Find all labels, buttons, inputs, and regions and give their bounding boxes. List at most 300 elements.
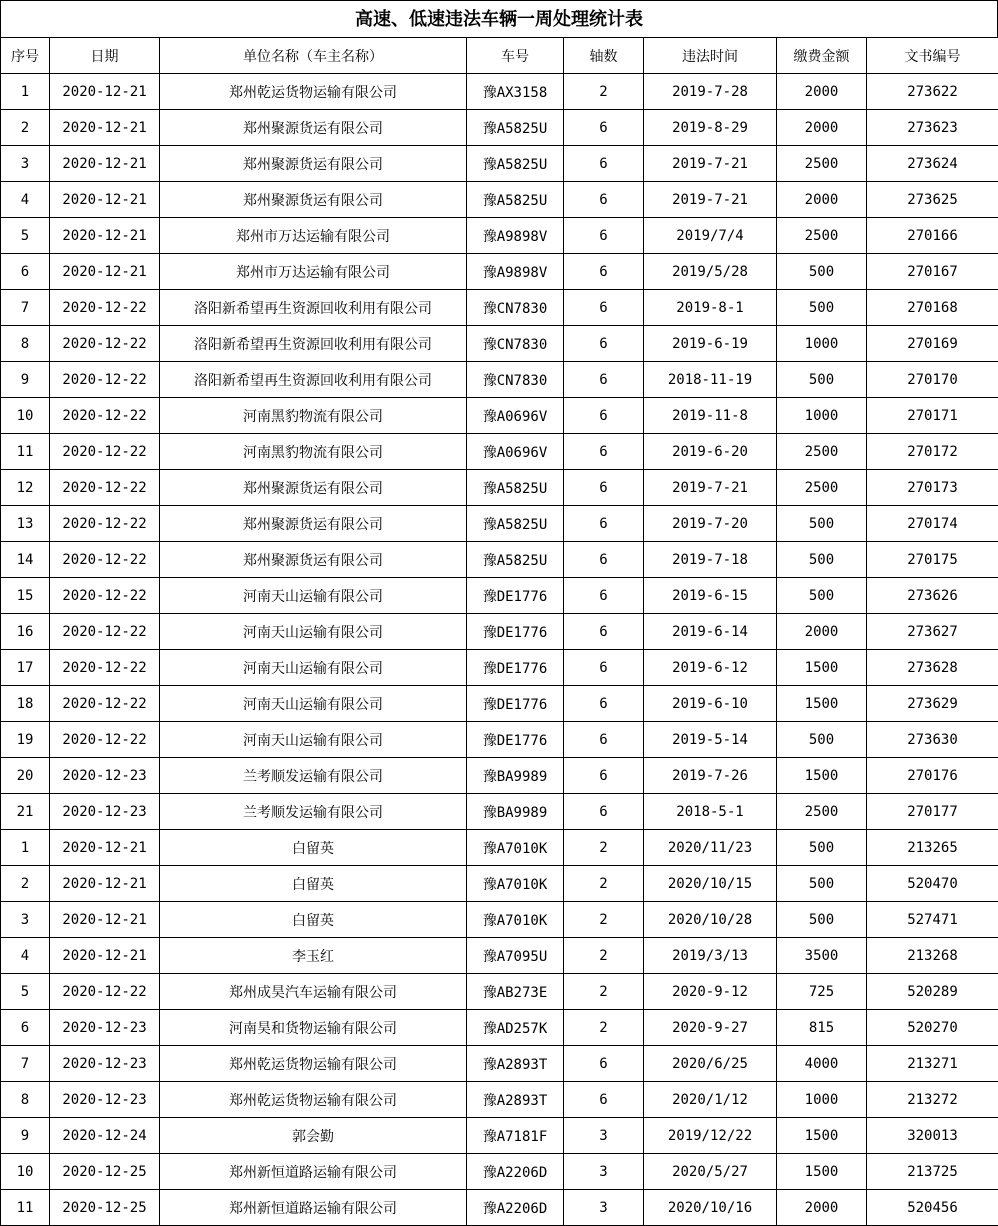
cell-index: 8 (1, 1082, 50, 1118)
cell-plate: 豫DE1776 (467, 614, 564, 650)
cell-date: 2020-12-21 (50, 218, 160, 254)
cell-amount: 500 (777, 866, 867, 902)
cell-amount: 2500 (777, 146, 867, 182)
cell-company: 李玉红 (160, 938, 467, 974)
cell-plate: 豫A5825U (467, 470, 564, 506)
cell-violation-time: 2019-6-15 (644, 578, 777, 614)
cell-date: 2020-12-25 (50, 1190, 160, 1226)
cell-amount: 2500 (777, 218, 867, 254)
cell-axles: 6 (564, 722, 644, 758)
cell-plate: 豫AX3158 (467, 74, 564, 110)
header-amount: 缴费金额 (777, 38, 867, 74)
cell-date: 2020-12-22 (50, 686, 160, 722)
cell-date: 2020-12-22 (50, 974, 160, 1010)
cell-plate: 豫A5825U (467, 506, 564, 542)
cell-index: 16 (1, 614, 50, 650)
cell-axles: 6 (564, 650, 644, 686)
cell-index: 13 (1, 506, 50, 542)
cell-plate: 豫BA9989 (467, 758, 564, 794)
cell-amount: 2000 (777, 614, 867, 650)
cell-doc-number: 520470 (867, 866, 998, 902)
cell-date: 2020-12-22 (50, 578, 160, 614)
cell-amount: 725 (777, 974, 867, 1010)
header-doc-number: 文书编号 (867, 38, 998, 74)
cell-violation-time: 2019-7-21 (644, 182, 777, 218)
cell-amount: 1500 (777, 1118, 867, 1154)
cell-plate: 豫DE1776 (467, 686, 564, 722)
cell-plate: 豫A5825U (467, 182, 564, 218)
cell-date: 2020-12-22 (50, 470, 160, 506)
cell-index: 5 (1, 974, 50, 1010)
cell-index: 7 (1, 290, 50, 326)
cell-axles: 6 (564, 578, 644, 614)
cell-violation-time: 2019-6-20 (644, 434, 777, 470)
cell-axles: 6 (564, 146, 644, 182)
cell-company: 河南黑豹物流有限公司 (160, 398, 467, 434)
cell-company: 郑州聚源货运有限公司 (160, 470, 467, 506)
cell-doc-number: 213272 (867, 1082, 998, 1118)
cell-amount: 2000 (777, 74, 867, 110)
cell-company: 白留英 (160, 902, 467, 938)
cell-violation-time: 2019-7-21 (644, 146, 777, 182)
cell-violation-time: 2020/10/16 (644, 1190, 777, 1226)
cell-date: 2020-12-22 (50, 650, 160, 686)
cell-axles: 6 (564, 398, 644, 434)
cell-plate: 豫A5825U (467, 542, 564, 578)
cell-date: 2020-12-21 (50, 254, 160, 290)
table-row (1, 434, 998, 470)
cell-company: 河南昊和货物运输有限公司 (160, 1010, 467, 1046)
cell-company: 郑州成昊汽车运输有限公司 (160, 974, 467, 1010)
cell-amount: 2500 (777, 470, 867, 506)
cell-date: 2020-12-22 (50, 614, 160, 650)
cell-amount: 2000 (777, 1190, 867, 1226)
cell-index: 10 (1, 398, 50, 434)
cell-doc-number: 213725 (867, 1154, 998, 1190)
cell-date: 2020-12-24 (50, 1118, 160, 1154)
cell-axles: 6 (564, 614, 644, 650)
cell-company: 河南黑豹物流有限公司 (160, 434, 467, 470)
cell-date: 2020-12-22 (50, 542, 160, 578)
table-row (1, 326, 998, 362)
cell-plate: 豫A2893T (467, 1046, 564, 1082)
cell-amount: 500 (777, 902, 867, 938)
cell-plate: 豫CN7830 (467, 362, 564, 398)
cell-plate: 豫A7010K (467, 830, 564, 866)
table-row (1, 1010, 998, 1046)
cell-company: 郑州市万达运输有限公司 (160, 218, 467, 254)
cell-index: 11 (1, 1190, 50, 1226)
cell-date: 2020-12-21 (50, 146, 160, 182)
cell-axles: 2 (564, 938, 644, 974)
cell-axles: 6 (564, 362, 644, 398)
cell-doc-number: 273625 (867, 182, 998, 218)
header-violation-time: 违法时间 (644, 38, 777, 74)
cell-doc-number: 213265 (867, 830, 998, 866)
cell-date: 2020-12-22 (50, 326, 160, 362)
cell-axles: 6 (564, 110, 644, 146)
cell-violation-time: 2020/11/23 (644, 830, 777, 866)
table-row (1, 470, 998, 506)
cell-index: 9 (1, 362, 50, 398)
cell-amount: 2500 (777, 434, 867, 470)
cell-company: 郑州聚源货运有限公司 (160, 146, 467, 182)
cell-axles: 6 (564, 182, 644, 218)
cell-axles: 6 (564, 506, 644, 542)
cell-amount: 500 (777, 362, 867, 398)
cell-index: 6 (1, 254, 50, 290)
cell-company: 河南天山运输有限公司 (160, 650, 467, 686)
cell-axles: 6 (564, 542, 644, 578)
cell-amount: 2500 (777, 794, 867, 830)
cell-company: 郑州乾运货物运输有限公司 (160, 1082, 467, 1118)
cell-company: 河南天山运输有限公司 (160, 722, 467, 758)
table-row (1, 1046, 998, 1082)
cell-index: 1 (1, 830, 50, 866)
table-row (1, 1154, 998, 1190)
cell-date: 2020-12-21 (50, 938, 160, 974)
cell-axles: 6 (564, 1046, 644, 1082)
cell-doc-number: 273628 (867, 650, 998, 686)
cell-violation-time: 2020/1/12 (644, 1082, 777, 1118)
cell-date: 2020-12-21 (50, 182, 160, 218)
cell-violation-time: 2020/6/25 (644, 1046, 777, 1082)
cell-plate: 豫A7010K (467, 902, 564, 938)
cell-plate: 豫A9898V (467, 254, 564, 290)
cell-index: 18 (1, 686, 50, 722)
cell-doc-number: 273624 (867, 146, 998, 182)
cell-index: 6 (1, 1010, 50, 1046)
cell-doc-number: 320013 (867, 1118, 998, 1154)
cell-company: 郑州新恒道路运输有限公司 (160, 1190, 467, 1226)
cell-company: 白留英 (160, 830, 467, 866)
cell-axles: 2 (564, 74, 644, 110)
cell-axles: 2 (564, 974, 644, 1010)
table-row (1, 902, 998, 938)
cell-amount: 2000 (777, 110, 867, 146)
cell-violation-time: 2018-11-19 (644, 362, 777, 398)
cell-violation-time: 2020/10/15 (644, 866, 777, 902)
cell-date: 2020-12-21 (50, 830, 160, 866)
cell-axles: 6 (564, 470, 644, 506)
cell-date: 2020-12-22 (50, 434, 160, 470)
cell-company: 洛阳新希望再生资源回收利用有限公司 (160, 362, 467, 398)
cell-doc-number: 270171 (867, 398, 998, 434)
cell-amount: 500 (777, 506, 867, 542)
cell-plate: 豫A2206D (467, 1154, 564, 1190)
table-row (1, 542, 998, 578)
cell-index: 12 (1, 470, 50, 506)
cell-date: 2020-12-22 (50, 506, 160, 542)
cell-violation-time: 2019/7/4 (644, 218, 777, 254)
cell-violation-time: 2019-7-21 (644, 470, 777, 506)
cell-amount: 1500 (777, 758, 867, 794)
cell-axles: 3 (564, 1118, 644, 1154)
cell-amount: 500 (777, 578, 867, 614)
header-company: 单位名称（车主名称） (160, 38, 467, 74)
cell-doc-number: 270167 (867, 254, 998, 290)
cell-amount: 500 (777, 830, 867, 866)
cell-date: 2020-12-21 (50, 866, 160, 902)
table-row (1, 866, 998, 902)
cell-plate: 豫A5825U (467, 146, 564, 182)
cell-axles: 3 (564, 1154, 644, 1190)
cell-company: 河南天山运输有限公司 (160, 686, 467, 722)
cell-index: 5 (1, 218, 50, 254)
cell-axles: 6 (564, 326, 644, 362)
cell-date: 2020-12-22 (50, 362, 160, 398)
cell-plate: 豫A2206D (467, 1190, 564, 1226)
cell-doc-number: 273629 (867, 686, 998, 722)
cell-axles: 6 (564, 686, 644, 722)
cell-axles: 3 (564, 1190, 644, 1226)
cell-doc-number: 270174 (867, 506, 998, 542)
cell-axles: 2 (564, 1010, 644, 1046)
cell-index: 20 (1, 758, 50, 794)
cell-date: 2020-12-21 (50, 74, 160, 110)
cell-plate: 豫A0696V (467, 398, 564, 434)
table-row (1, 362, 998, 398)
cell-doc-number: 270177 (867, 794, 998, 830)
cell-plate: 豫CN7830 (467, 290, 564, 326)
cell-index: 3 (1, 902, 50, 938)
cell-amount: 2000 (777, 182, 867, 218)
cell-date: 2020-12-23 (50, 1010, 160, 1046)
cell-company: 河南天山运输有限公司 (160, 578, 467, 614)
cell-date: 2020-12-22 (50, 290, 160, 326)
cell-company: 洛阳新希望再生资源回收利用有限公司 (160, 326, 467, 362)
cell-violation-time: 2019-7-28 (644, 74, 777, 110)
cell-company: 郑州聚源货运有限公司 (160, 110, 467, 146)
cell-violation-time: 2020-9-27 (644, 1010, 777, 1046)
cell-index: 1 (1, 74, 50, 110)
cell-doc-number: 273627 (867, 614, 998, 650)
table-row (1, 578, 998, 614)
cell-index: 17 (1, 650, 50, 686)
cell-company: 白留英 (160, 866, 467, 902)
cell-amount: 1500 (777, 686, 867, 722)
cell-doc-number: 270173 (867, 470, 998, 506)
cell-violation-time: 2019-7-26 (644, 758, 777, 794)
cell-plate: 豫A0696V (467, 434, 564, 470)
cell-company: 郑州聚源货运有限公司 (160, 182, 467, 218)
cell-violation-time: 2019-6-19 (644, 326, 777, 362)
cell-plate: 豫A5825U (467, 110, 564, 146)
cell-doc-number: 270175 (867, 542, 998, 578)
cell-date: 2020-12-22 (50, 722, 160, 758)
cell-violation-time: 2019-8-29 (644, 110, 777, 146)
table-row (1, 794, 998, 830)
cell-doc-number: 270169 (867, 326, 998, 362)
cell-violation-time: 2019-6-14 (644, 614, 777, 650)
cell-company: 郭会勤 (160, 1118, 467, 1154)
cell-amount: 500 (777, 542, 867, 578)
table-row (1, 1082, 998, 1118)
cell-index: 4 (1, 938, 50, 974)
cell-doc-number: 273630 (867, 722, 998, 758)
header-plate: 车号 (467, 38, 564, 74)
header-date: 日期 (50, 38, 160, 74)
cell-plate: 豫A2893T (467, 1082, 564, 1118)
cell-axles: 6 (564, 218, 644, 254)
header-row (1, 38, 998, 74)
cell-violation-time: 2019/12/22 (644, 1118, 777, 1154)
cell-plate: 豫DE1776 (467, 650, 564, 686)
header-index: 序号 (1, 38, 50, 74)
cell-plate: 豫DE1776 (467, 722, 564, 758)
sheet-title: 高速、低速违法车辆一周处理统计表 (0, 0, 998, 37)
cell-doc-number: 270176 (867, 758, 998, 794)
cell-violation-time: 2020-9-12 (644, 974, 777, 1010)
table-row (1, 146, 998, 182)
cell-violation-time: 2019-5-14 (644, 722, 777, 758)
cell-axles: 6 (564, 1082, 644, 1118)
cell-plate: 豫DE1776 (467, 578, 564, 614)
cell-index: 10 (1, 1154, 50, 1190)
cell-index: 2 (1, 866, 50, 902)
cell-doc-number: 273626 (867, 578, 998, 614)
cell-doc-number: 520270 (867, 1010, 998, 1046)
cell-amount: 500 (777, 254, 867, 290)
cell-doc-number: 527471 (867, 902, 998, 938)
table-row (1, 650, 998, 686)
cell-index: 19 (1, 722, 50, 758)
cell-violation-time: 2019/5/28 (644, 254, 777, 290)
cell-index: 7 (1, 1046, 50, 1082)
cell-axles: 2 (564, 830, 644, 866)
cell-violation-time: 2019-11-8 (644, 398, 777, 434)
cell-plate: 豫CN7830 (467, 326, 564, 362)
table-row (1, 110, 998, 146)
cell-index: 2 (1, 110, 50, 146)
cell-plate: 豫BA9989 (467, 794, 564, 830)
cell-doc-number: 213268 (867, 938, 998, 974)
cell-date: 2020-12-22 (50, 398, 160, 434)
cell-company: 郑州聚源货运有限公司 (160, 506, 467, 542)
cell-violation-time: 2019-6-12 (644, 650, 777, 686)
cell-index: 4 (1, 182, 50, 218)
table-row (1, 218, 998, 254)
cell-axles: 2 (564, 866, 644, 902)
table-row (1, 614, 998, 650)
table-row (1, 254, 998, 290)
cell-index: 21 (1, 794, 50, 830)
table-row (1, 398, 998, 434)
cell-date: 2020-12-23 (50, 758, 160, 794)
cell-axles: 6 (564, 794, 644, 830)
cell-violation-time: 2018-5-1 (644, 794, 777, 830)
cell-doc-number: 270172 (867, 434, 998, 470)
cell-violation-time: 2019-8-1 (644, 290, 777, 326)
cell-plate: 豫A9898V (467, 218, 564, 254)
table-row (1, 722, 998, 758)
cell-amount: 1500 (777, 650, 867, 686)
cell-amount: 500 (777, 722, 867, 758)
cell-amount: 1000 (777, 1082, 867, 1118)
cell-company: 兰考顺发运输有限公司 (160, 758, 467, 794)
cell-amount: 1000 (777, 326, 867, 362)
cell-index: 11 (1, 434, 50, 470)
cell-plate: 豫A7181F (467, 1118, 564, 1154)
cell-index: 8 (1, 326, 50, 362)
cell-doc-number: 273622 (867, 74, 998, 110)
cell-date: 2020-12-21 (50, 110, 160, 146)
cell-amount: 815 (777, 1010, 867, 1046)
cell-index: 9 (1, 1118, 50, 1154)
cell-company: 河南天山运输有限公司 (160, 614, 467, 650)
table-row (1, 182, 998, 218)
cell-plate: 豫A7010K (467, 866, 564, 902)
cell-plate: 豫AD257K (467, 1010, 564, 1046)
cell-amount: 1000 (777, 398, 867, 434)
cell-doc-number: 270170 (867, 362, 998, 398)
cell-date: 2020-12-25 (50, 1154, 160, 1190)
cell-date: 2020-12-21 (50, 902, 160, 938)
cell-violation-time: 2019-7-18 (644, 542, 777, 578)
cell-company: 兰考顺发运输有限公司 (160, 794, 467, 830)
cell-company: 郑州聚源货运有限公司 (160, 542, 467, 578)
cell-axles: 2 (564, 902, 644, 938)
cell-company: 郑州新恒道路运输有限公司 (160, 1154, 467, 1190)
violations-table (0, 37, 998, 1226)
cell-plate: 豫A7095U (467, 938, 564, 974)
cell-date: 2020-12-23 (50, 1046, 160, 1082)
cell-amount: 4000 (777, 1046, 867, 1082)
cell-axles: 6 (564, 290, 644, 326)
cell-plate: 豫AB273E (467, 974, 564, 1010)
cell-violation-time: 2020/10/28 (644, 902, 777, 938)
cell-doc-number: 273623 (867, 110, 998, 146)
table-row (1, 938, 998, 974)
cell-date: 2020-12-23 (50, 794, 160, 830)
cell-company: 郑州市万达运输有限公司 (160, 254, 467, 290)
table-row (1, 974, 998, 1010)
cell-violation-time: 2019/3/13 (644, 938, 777, 974)
table-row (1, 830, 998, 866)
cell-amount: 3500 (777, 938, 867, 974)
cell-amount: 1500 (777, 1154, 867, 1190)
cell-index: 14 (1, 542, 50, 578)
table-row (1, 1190, 998, 1226)
header-axles: 轴数 (564, 38, 644, 74)
cell-index: 15 (1, 578, 50, 614)
cell-company: 郑州乾运货物运输有限公司 (160, 1046, 467, 1082)
table-row (1, 74, 998, 110)
table-row (1, 506, 998, 542)
cell-company: 郑州乾运货物运输有限公司 (160, 74, 467, 110)
cell-axles: 6 (564, 434, 644, 470)
cell-index: 3 (1, 146, 50, 182)
cell-axles: 6 (564, 758, 644, 794)
table-body (1, 74, 998, 1226)
cell-axles: 6 (564, 254, 644, 290)
cell-amount: 500 (777, 290, 867, 326)
cell-company: 洛阳新希望再生资源回收利用有限公司 (160, 290, 467, 326)
table-row (1, 1118, 998, 1154)
cell-date: 2020-12-23 (50, 1082, 160, 1118)
cell-doc-number: 270166 (867, 218, 998, 254)
cell-doc-number: 270168 (867, 290, 998, 326)
table-row (1, 290, 998, 326)
table-row (1, 686, 998, 722)
cell-doc-number: 213271 (867, 1046, 998, 1082)
cell-doc-number: 520289 (867, 974, 998, 1010)
cell-violation-time: 2019-7-20 (644, 506, 777, 542)
table-row (1, 758, 998, 794)
cell-violation-time: 2020/5/27 (644, 1154, 777, 1190)
cell-violation-time: 2019-6-10 (644, 686, 777, 722)
cell-doc-number: 520456 (867, 1190, 998, 1226)
